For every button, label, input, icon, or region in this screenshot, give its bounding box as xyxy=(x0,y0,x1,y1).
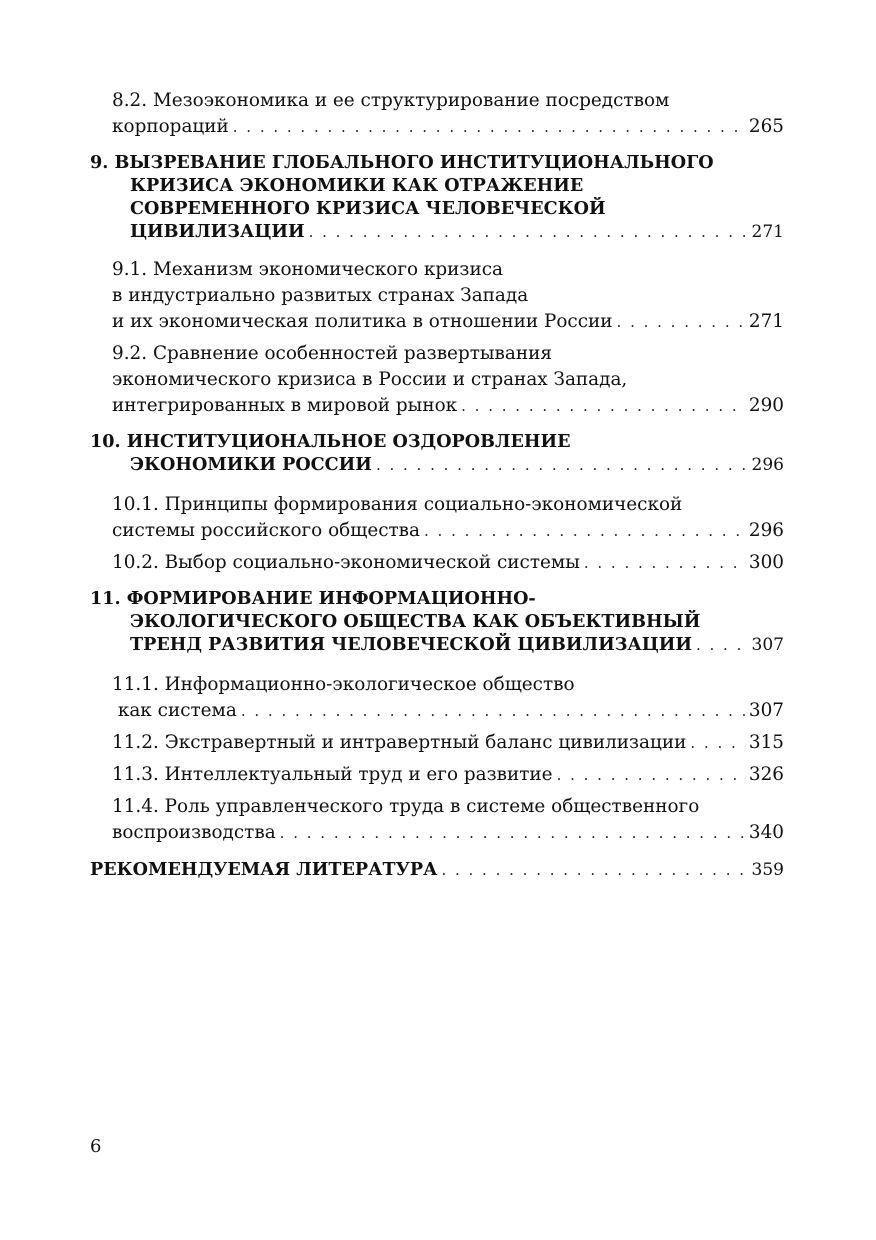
toc-text: в индустриально развитых странах Запада xyxy=(112,285,529,306)
toc-text: 10. ИНСТИТУЦИОНАЛЬНОЕ ОЗДОРОВЛЕНИЕ xyxy=(90,431,571,452)
toc-line xyxy=(90,587,784,610)
page-number: 271 xyxy=(748,311,784,332)
toc-line xyxy=(112,341,784,367)
leader-dots xyxy=(376,454,748,476)
toc-line xyxy=(112,698,784,724)
toc-entry-9-1[interactable] xyxy=(90,257,784,335)
toc-text: РЕКОМЕНДУЕМАЯ ЛИТЕРАТУРА xyxy=(90,859,438,880)
toc-text: 9. ВЫЗРЕВАНИЕ ГЛОБАЛЬНОГО ИНСТИТУЦИОНАЛЬНОГО xyxy=(90,152,714,173)
toc-text: 9.2. Сравнение особенностей развертывания xyxy=(112,343,552,364)
toc-text: воспроизводства xyxy=(112,822,276,843)
toc-entry-9-2[interactable] xyxy=(90,341,784,419)
toc-chapter-11[interactable] xyxy=(90,587,784,656)
toc-text: 11.4. Роль управленческого труда в системе общественного xyxy=(112,796,700,817)
page-number: 271 xyxy=(751,222,784,242)
toc-line xyxy=(130,633,784,656)
toc-line xyxy=(112,367,784,393)
leader-dots xyxy=(584,550,745,576)
toc-text: интегрированных в мировой рынок xyxy=(112,395,458,416)
toc-line xyxy=(130,174,784,197)
toc-text: ЭКОЛОГИЧЕСКОГО ОБЩЕСТВА КАК ОБЪЕКТИВНЫЙ xyxy=(130,611,701,632)
toc-text: 11. ФОРМИРОВАНИЕ ИНФОРМАЦИОННО- xyxy=(90,588,536,609)
toc-text: СОВРЕМЕННОГО КРИЗИСА ЧЕЛОВЕЧЕСКОЙ xyxy=(130,198,606,219)
toc-line xyxy=(112,730,784,756)
toc-line xyxy=(112,88,784,114)
toc-line xyxy=(112,257,784,283)
page-number: 296 xyxy=(751,455,784,475)
toc-entry-11-4[interactable] xyxy=(90,794,784,846)
toc-line xyxy=(112,794,784,820)
toc-text: ЭКОНОМИКИ РОССИИ xyxy=(130,454,372,475)
leader-dots xyxy=(280,820,745,846)
toc-text: 11.2. Экстравертный и интравертный баланс цивилизации xyxy=(112,732,687,753)
toc-line xyxy=(90,858,784,881)
page-number: 290 xyxy=(748,395,784,416)
page-number: 307 xyxy=(748,700,784,721)
page-number: 300 xyxy=(748,552,784,573)
toc-line xyxy=(112,393,784,419)
leader-dots xyxy=(424,518,745,544)
toc-entry-8-2[interactable] xyxy=(90,88,784,140)
toc-text: 8.2. Мезоэкономика и ее структурирование посредством xyxy=(112,90,670,111)
page-number: 315 xyxy=(748,732,784,753)
toc-entry-10-2[interactable] xyxy=(90,550,784,576)
leader-dots xyxy=(461,393,745,419)
page-number: 307 xyxy=(751,635,784,655)
leader-dots xyxy=(309,221,748,243)
toc-references[interactable] xyxy=(90,858,784,881)
page-number: 359 xyxy=(751,860,784,880)
toc-text: 9.1. Механизм экономического кризиса xyxy=(112,259,503,280)
toc-line xyxy=(130,453,784,476)
toc-line xyxy=(112,518,784,544)
toc-line xyxy=(130,197,784,220)
toc-line xyxy=(90,151,784,174)
page-number: 265 xyxy=(748,116,784,137)
leader-dots xyxy=(241,698,745,724)
toc-entry-11-3[interactable] xyxy=(90,762,784,788)
toc-text: ТРЕНД РАЗВИТИЯ ЧЕЛОВЕЧЕСКОЙ ЦИВИЛИЗАЦИИ xyxy=(130,634,692,655)
toc-line xyxy=(130,610,784,633)
page-number: 326 xyxy=(748,764,784,785)
toc-text: как система xyxy=(112,700,237,721)
toc-text: системы российского общества xyxy=(112,520,420,541)
toc-text: КРИЗИСА ЭКОНОМИКИ КАК ОТРАЖЕНИЕ xyxy=(130,175,584,196)
toc-chapter-10[interactable] xyxy=(90,430,784,476)
toc-line xyxy=(130,220,784,243)
toc-line xyxy=(112,672,784,698)
toc-text: 10.1. Принципы формирования социально-экономической xyxy=(112,494,683,515)
table-of-contents xyxy=(90,88,784,881)
toc-text: 11.1. Информационно-экологическое общество xyxy=(112,674,575,695)
toc-chapter-9[interactable] xyxy=(90,151,784,243)
toc-text: и их экономическая политика в отношении России xyxy=(112,311,613,332)
toc-line xyxy=(112,114,784,140)
page-number: 340 xyxy=(748,822,784,843)
toc-entry-10-1[interactable] xyxy=(90,492,784,544)
toc-line xyxy=(112,309,784,335)
toc-text: экономического кризиса в России и странах Запада, xyxy=(112,369,628,390)
leader-dots xyxy=(233,114,745,140)
leader-dots xyxy=(617,309,745,335)
leader-dots xyxy=(441,859,747,881)
toc-line xyxy=(112,762,784,788)
toc-line xyxy=(112,492,784,518)
toc-text: корпораций xyxy=(112,116,229,137)
toc-text: 11.3. Интеллектуальный труд и его развитие xyxy=(112,764,553,785)
toc-entry-11-1[interactable] xyxy=(90,672,784,724)
toc-entry-11-2[interactable] xyxy=(90,730,784,756)
toc-line xyxy=(112,283,784,309)
toc-text: ЦИВИЛИЗАЦИИ xyxy=(130,221,305,242)
toc-line xyxy=(112,820,784,846)
toc-line xyxy=(90,430,784,453)
leader-dots xyxy=(557,762,745,788)
page-folio: 6 xyxy=(90,1136,102,1157)
toc-text: 10.2. Выбор социально-экономической системы xyxy=(112,552,580,573)
leader-dots xyxy=(696,634,748,656)
page-number: 296 xyxy=(748,520,784,541)
leader-dots xyxy=(690,730,745,756)
toc-line xyxy=(112,550,784,576)
